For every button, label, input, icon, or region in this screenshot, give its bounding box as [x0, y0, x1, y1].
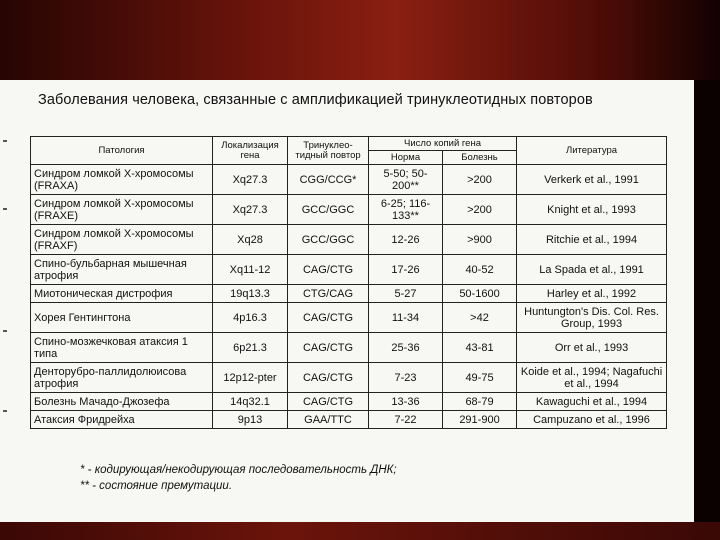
cell-literature: Ritchie et al., 1994 [517, 225, 667, 255]
footnote: ** - состояние премутации. [80, 480, 233, 492]
margin-mark [3, 140, 7, 142]
cell-disease: 291-900 [443, 411, 517, 429]
cell-disease: 68-79 [443, 393, 517, 411]
cell-pathology: Синдром ломкой X-хромосомы (FRAXA) [31, 165, 213, 195]
table-row [31, 333, 667, 363]
cell-norm: 5-27 [369, 285, 443, 303]
cell-literature: La Spada et al., 1991 [517, 255, 667, 285]
header-norm: Норма [369, 151, 443, 165]
background-right-edge [694, 80, 720, 522]
cell-location: 6p21.3 [213, 333, 288, 363]
cell-norm: 5-50; 50-200** [369, 165, 443, 195]
slide-title: Заболевания человека, связанные с амплификацией тринуклеотидных повторов [38, 92, 593, 108]
header-disease: Болезнь [443, 151, 517, 165]
cell-literature: Koide et al., 1994; Nagafuchi et al., 1994 [517, 363, 667, 393]
cell-disease: 40-52 [443, 255, 517, 285]
cell-pathology: Миотоническая дистрофия [31, 285, 213, 303]
header-repeat: Тринуклео-тидный повтор [288, 137, 369, 165]
cell-location: Xq27.3 [213, 165, 288, 195]
table-row [31, 393, 667, 411]
cell-pathology: Спино-бульбарная мышечная атрофия [31, 255, 213, 285]
cell-repeat: CGG/CCG* [288, 165, 369, 195]
cell-location: 4p16.3 [213, 303, 288, 333]
cell-location: 12p12-pter [213, 363, 288, 393]
header-location: Локализация гена [213, 137, 288, 165]
cell-pathology: Болезнь Мачадо-Джозефа [31, 393, 213, 411]
cell-pathology: Атаксия Фридрейха [31, 411, 213, 429]
cell-location: 9p13 [213, 411, 288, 429]
cell-pathology: Синдром ломкой X-хромосомы (FRAXF) [31, 225, 213, 255]
footnotes [80, 462, 600, 494]
cell-repeat: CAG/CTG [288, 255, 369, 285]
cell-literature: Huntungton's Dis. Col. Res. Group, 1993 [517, 303, 667, 333]
margin-mark [3, 208, 7, 210]
cell-repeat: GCC/GGC [288, 225, 369, 255]
cell-disease: >200 [443, 165, 517, 195]
cell-location: Xq28 [213, 225, 288, 255]
cell-repeat: CAG/CTG [288, 333, 369, 363]
slide [0, 80, 694, 522]
table-row [31, 363, 667, 393]
cell-disease: >900 [443, 225, 517, 255]
cell-repeat: CAG/CTG [288, 393, 369, 411]
cell-literature: Kawaguchi et al., 1994 [517, 393, 667, 411]
background-bottom [0, 522, 720, 540]
margin-mark [3, 330, 7, 332]
cell-repeat: GAA/TTC [288, 411, 369, 429]
cell-norm: 13-36 [369, 393, 443, 411]
cell-disease: 50-1600 [443, 285, 517, 303]
disease-table [30, 136, 667, 429]
cell-repeat: CAG/CTG [288, 303, 369, 333]
header-row [31, 137, 667, 151]
cell-literature: Harley et al., 1992 [517, 285, 667, 303]
cell-norm: 7-22 [369, 411, 443, 429]
table-row [31, 285, 667, 303]
header-pathology: Патология [31, 137, 213, 165]
cell-literature: Campuzano et al., 1996 [517, 411, 667, 429]
header-copies: Число копий гена [369, 137, 517, 151]
cell-disease: >42 [443, 303, 517, 333]
cell-norm: 17-26 [369, 255, 443, 285]
background-top [0, 0, 720, 80]
table-row [31, 303, 667, 333]
header-literature: Литература [517, 137, 667, 165]
cell-literature: Verkerk et al., 1991 [517, 165, 667, 195]
cell-repeat: CTG/CAG [288, 285, 369, 303]
cell-norm: 6-25; 116-133** [369, 195, 443, 225]
cell-disease: >200 [443, 195, 517, 225]
table-row [31, 255, 667, 285]
cell-norm: 11-34 [369, 303, 443, 333]
table-row [31, 225, 667, 255]
table-row [31, 165, 667, 195]
cell-norm: 25-36 [369, 333, 443, 363]
cell-norm: 7-23 [369, 363, 443, 393]
cell-location: 14q32.1 [213, 393, 288, 411]
cell-pathology: Спино-мозжечковая атаксия 1 типа [31, 333, 213, 363]
cell-pathology: Денторубро-паллидолюисова атрофия [31, 363, 213, 393]
table-row [31, 411, 667, 429]
cell-repeat: CAG/CTG [288, 363, 369, 393]
cell-location: Xq27.3 [213, 195, 288, 225]
cell-pathology: Синдром ломкой X-хромосомы (FRAXE) [31, 195, 213, 225]
cell-location: 19q13.3 [213, 285, 288, 303]
cell-literature: Orr et al., 1993 [517, 333, 667, 363]
cell-disease: 43-81 [443, 333, 517, 363]
margin-mark [3, 410, 7, 412]
table-row [31, 195, 667, 225]
cell-pathology: Хорея Гентингтона [31, 303, 213, 333]
cell-norm: 12-26 [369, 225, 443, 255]
cell-location: Xq11-12 [213, 255, 288, 285]
cell-repeat: GCC/GGC [288, 195, 369, 225]
cell-literature: Knight et al., 1993 [517, 195, 667, 225]
footnote: * - кодирующая/некодирующая последовательность ДНК; [80, 464, 397, 476]
cell-disease: 49-75 [443, 363, 517, 393]
